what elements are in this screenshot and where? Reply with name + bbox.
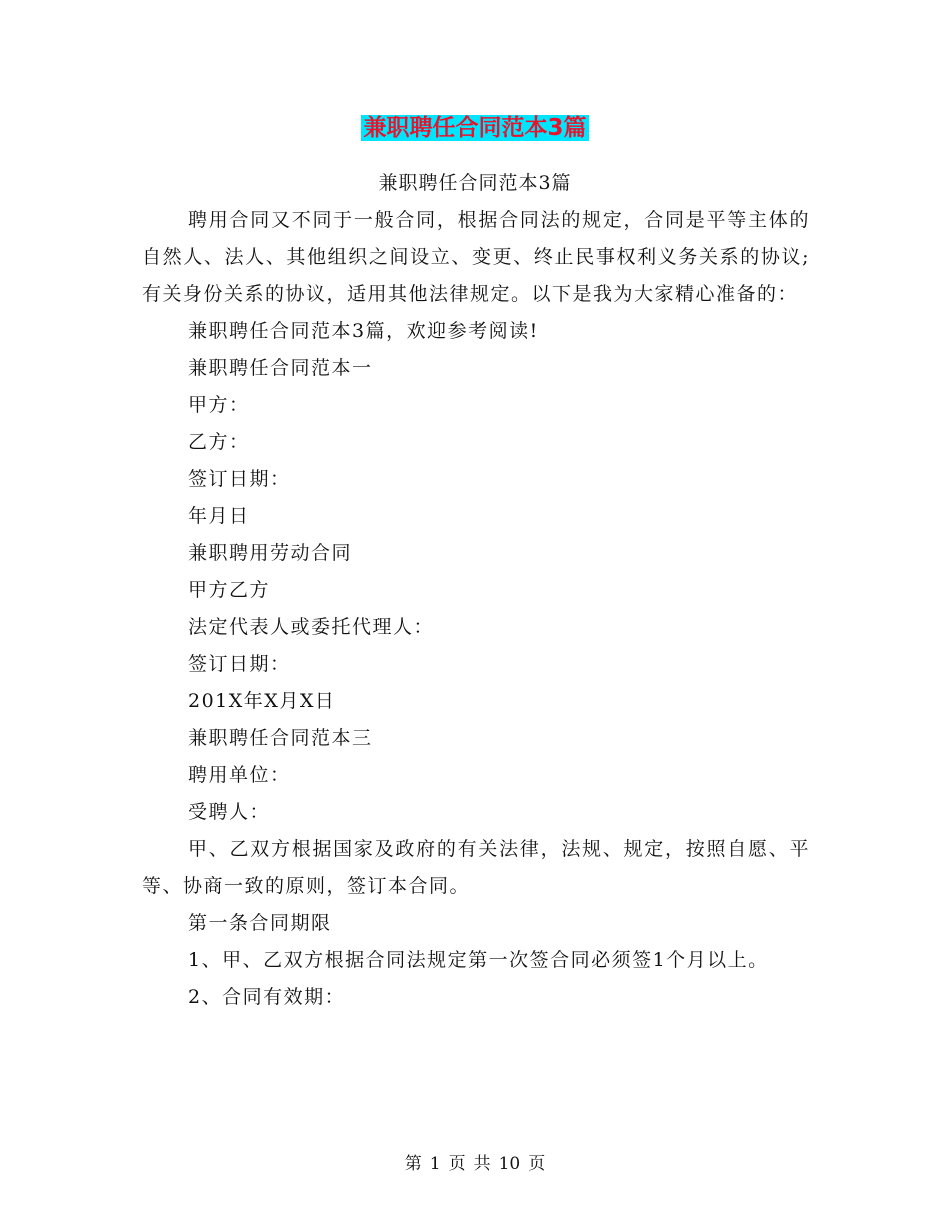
paragraph: 第一条合同期限 [188, 912, 332, 934]
document-subtitle: 兼职聘任合同范本3篇 [378, 172, 572, 194]
document-body [142, 202, 810, 1016]
paragraph: 聘用单位： [188, 764, 291, 786]
paragraph: 乙方： [188, 431, 250, 453]
footer-current-page: 1 [429, 1154, 441, 1174]
footer-total-pages: 10 [498, 1154, 521, 1174]
paragraph: 受聘人： [188, 801, 271, 823]
paragraph: 签订日期： [188, 653, 291, 675]
paragraph: 年月日 [188, 505, 250, 527]
page-footer [0, 1152, 950, 1176]
paragraph: 甲方： [188, 394, 250, 416]
footer-label-total: 共 [473, 1154, 491, 1174]
paragraph: 签订日期： [188, 468, 291, 490]
paragraph: 兼职聘用劳动合同 [188, 542, 353, 564]
paragraph: 法定代表人或委托代理人： [188, 616, 435, 638]
paragraph: 甲方乙方 [188, 579, 271, 601]
paragraph: 201X年X月X日 [188, 690, 336, 712]
paragraph: 1、甲、乙双方根据合同法规定第一次签合同必须签1个月以上。 [188, 949, 769, 971]
paragraph: 兼职聘任合同范本3篇，欢迎参考阅读! [188, 320, 539, 342]
footer-label-unit: 页 [448, 1154, 466, 1174]
paragraph: 兼职聘任合同范本三 [188, 727, 373, 749]
footer-label-unit2: 页 [528, 1154, 546, 1174]
document-title-text: 兼职聘任合同范本3篇 [363, 115, 587, 141]
document-title [0, 112, 950, 144]
paragraph: 2、合同有效期： [188, 986, 346, 1008]
footer-label-page: 第 [404, 1154, 422, 1174]
paragraph: 甲、乙双方根据国家及政府的有关法律，法规、规定，按照自愿、平等、协商一致的原则，签订本合同。 [142, 838, 810, 897]
paragraph: 兼职聘任合同范本一 [188, 357, 373, 379]
paragraph: 聘用合同又不同于一般合同，根据合同法的规定，合同是平等主体的自然人、法人、其他组织之间设立、变更、终止民事权利义务关系的协议;有关身份关系的协议，适用其他法律规定。以下是我为大家精心准备的： [142, 209, 810, 305]
